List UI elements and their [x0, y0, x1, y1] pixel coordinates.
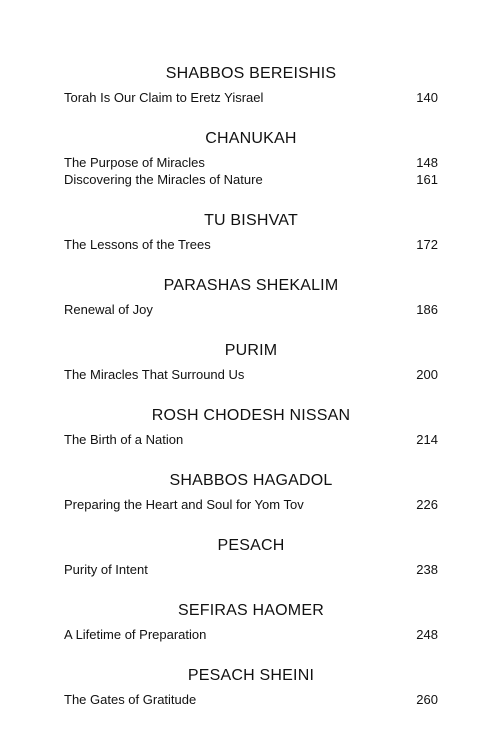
entry-page-number: 226 — [416, 497, 438, 512]
toc-section — [64, 601, 438, 643]
toc-section — [64, 276, 438, 318]
section-title: ROSH CHODESH NISSAN — [151, 407, 351, 424]
toc-entry[interactable] — [64, 89, 438, 106]
toc-section — [64, 211, 438, 253]
entry-title: The Birth of a Nation — [64, 432, 184, 447]
toc-section — [64, 536, 438, 578]
toc-entry[interactable] — [64, 691, 438, 708]
section-title: PESACH SHEINI — [187, 667, 315, 684]
entry-page-number: 161 — [416, 172, 438, 187]
entry-title: Torah Is Our Claim to Eretz Yisrael — [64, 90, 264, 105]
entry-title: Discovering the Miracles of Nature — [64, 172, 263, 187]
entry-page-number: 260 — [416, 692, 438, 707]
entry-title: A Lifetime of Preparation — [64, 627, 207, 642]
entry-title: The Purpose of Miracles — [64, 155, 205, 170]
entry-title: Purity of Intent — [64, 562, 148, 577]
toc-entry[interactable] — [64, 366, 438, 383]
section-title: SHABBOS BEREISHIS — [165, 65, 337, 82]
entry-page-number: 148 — [416, 155, 438, 170]
entry-page-number: 172 — [416, 237, 438, 252]
toc-entry[interactable] — [64, 301, 438, 318]
toc-entry[interactable] — [64, 626, 438, 643]
section-title: PARASHAS SHEKALIM — [163, 277, 339, 294]
toc-entry[interactable] — [64, 561, 438, 578]
entry-title: The Gates of Gratitude — [64, 692, 197, 707]
entry-title: The Lessons of the Trees — [64, 237, 211, 252]
section-title: PURIM — [224, 342, 278, 359]
entry-page-number: 248 — [416, 627, 438, 642]
entry-page-number: 140 — [416, 90, 438, 105]
toc-section — [64, 406, 438, 448]
entry-title: Preparing the Heart and Soul for Yom Tov — [64, 497, 304, 512]
entry-page-number: 200 — [416, 367, 438, 382]
section-title: TU BISHVAT — [204, 212, 298, 229]
section-title: PESACH — [217, 537, 285, 554]
toc-section — [64, 64, 438, 106]
entry-title: Renewal of Joy — [64, 302, 153, 317]
entry-title: The Miracles That Surround Us — [64, 367, 245, 382]
toc-section — [64, 129, 438, 188]
entry-page-number: 186 — [416, 302, 438, 317]
entry-page-number: 238 — [416, 562, 438, 577]
section-title: CHANUKAH — [205, 130, 297, 147]
toc-entry[interactable] — [64, 431, 438, 448]
toc-section — [64, 471, 438, 513]
toc-entry[interactable] — [64, 154, 438, 171]
section-title: SHABBOS HAGADOL — [169, 472, 333, 489]
toc-entry[interactable] — [64, 236, 438, 253]
section-title: SEFIRAS HAOMER — [178, 602, 324, 619]
toc-entry[interactable] — [64, 171, 438, 188]
toc-section — [64, 666, 438, 708]
toc-entry[interactable] — [64, 496, 438, 513]
entry-page-number: 214 — [416, 432, 438, 447]
toc-section — [64, 341, 438, 383]
